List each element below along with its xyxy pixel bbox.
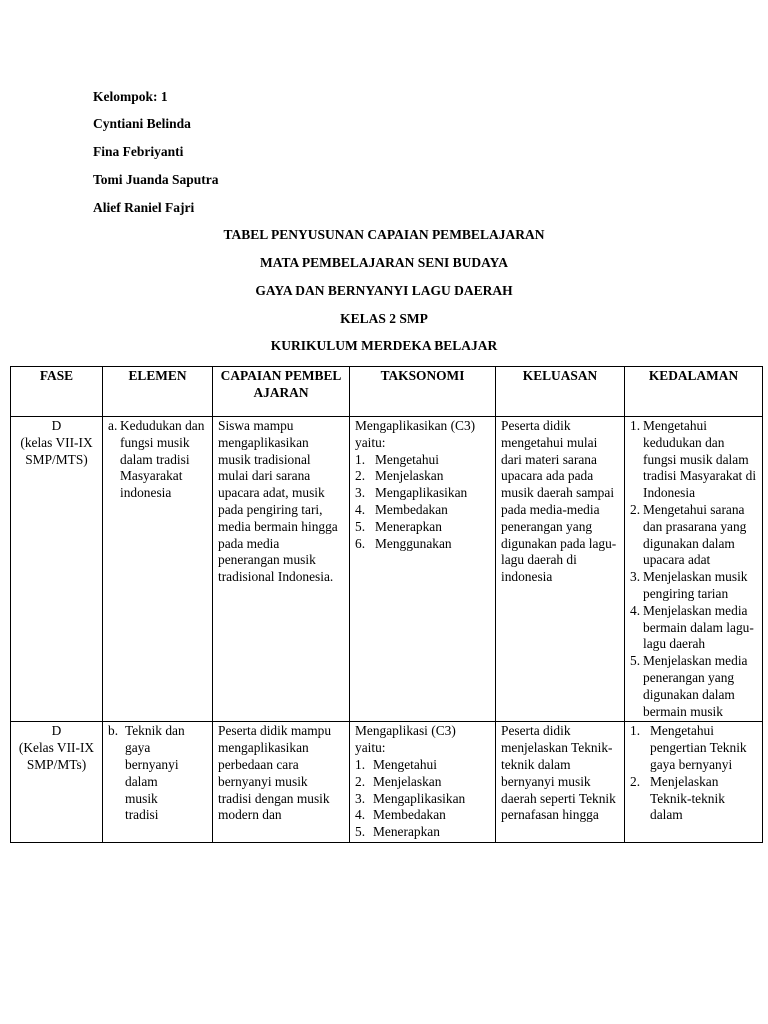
list-item [630,569,757,603]
member-name: Fina Febriyanti [93,144,184,159]
cell-elemen [103,417,213,722]
list-item-text: Menjelaskan [373,773,442,789]
list-item [355,519,490,536]
list-item [355,807,490,824]
list-item [355,485,490,502]
list-item-text: Mengetahui pengertian Teknik gaya bernyanyi [650,723,747,772]
list-item-text: Mengetahui kedudukan dan fungsi musik dalam tradisi Masyarakat di Indonesia [643,418,757,501]
list-item [630,418,757,502]
list-number: 3. [355,790,366,806]
list-item [355,774,490,791]
list-item-text: Menjelaskan [375,468,444,484]
kedalaman-list [630,723,757,824]
list-number: 6. [355,535,366,551]
list-item-text: Membedakan [373,807,446,823]
document-subtitle: GAYA DAN BERNYANYI LAGU DAERAH [255,283,513,298]
list-number: 1. [630,418,641,433]
list-marker: a. [108,418,118,433]
list-item-text: Menjelaskan Teknik-teknik dalam [650,773,725,823]
list-item [355,468,490,485]
list-item [355,536,490,553]
list-number: 5. [630,653,641,669]
list-number: 1. [355,756,366,772]
list-number: 1. [630,723,641,739]
elemen-text: Teknik dan gaya bernyanyi dalam musik tradisi [125,723,185,823]
list-item [630,774,757,824]
list-item-text: Mengetahui [375,451,439,467]
cell-fase: D (kelas VII-IX SMP/MTS) [11,417,103,722]
group-label: Kelompok: 1 [93,89,168,104]
document-subtitle: KELAS 2 SMP [340,311,428,326]
taksonomi-intro: Mengaplikasikan (C3) yaitu: [355,418,476,450]
list-item [630,723,757,773]
header-elemen: ELEMEN [103,367,213,417]
list-item-text: Mengaplikasikan [375,485,468,501]
cell-taksonomi [350,417,496,722]
cell-kedalaman [625,417,763,722]
list-item [630,603,757,653]
list-number: 1. [355,451,366,467]
table-header-row [11,367,763,417]
document-title: TABEL PENYUSUNAN CAPAIAN PEMBELAJARAN [223,227,545,242]
list-item-text: Membedakan [375,501,448,517]
cell-kedalaman [625,722,763,843]
header-fase: FASE [11,367,103,417]
table-row [11,722,763,843]
cell-keluasan: Peserta didik menjelaskan Teknik-teknik dalam bernyanyi musik daerah seperti Teknik pernafasan hingga [496,722,625,843]
list-number: 2. [630,501,641,517]
taksonomi-list [355,757,490,841]
kedalaman-list [630,418,757,720]
list-item-text: Mengetahui sarana dan prasarana yang digunakan dalam upacara adat [643,501,747,568]
document-subtitle: MATA PEMBELAJARAN SENI BUDAYA [260,255,508,270]
list-item [630,502,757,569]
list-item [355,502,490,519]
list-number: 4. [355,501,366,517]
cell-capaian: Peserta didik mampu mengaplikasikan perbedaan cara bernyanyi musik tradisi dengan musik modern dan [213,722,350,843]
header-capaian: CAPAIAN PEMBELAJARAN [213,367,350,417]
cell-capaian: Siswa mampu mengaplikasikan musik tradisional mulai dari sarana upacara adat, musik pada pengiring tari, media bermain hingga pada media penerangan musik tradisional Indonesia. [213,417,350,722]
curriculum-table [10,366,763,843]
header-kedalaman: KEDALAMAN [625,367,763,417]
list-number: 3. [630,569,641,585]
cell-keluasan: Peserta didik mengetahui mulai dari materi sarana upacara ada pada musik daerah sampai pada media-media penerangan yang digunakan pada lagu-lagu daerah di indonesia [496,417,625,722]
list-number: 3. [355,485,366,501]
member-name: Tomi Juanda Saputra [93,172,219,187]
list-number: 2. [630,773,641,789]
list-item [630,653,757,720]
elemen-text: Kedudukan dan fungsi musik dalam tradisi Masyarakat indonesia [120,418,205,501]
list-item-text: Mengaplikasikan [373,790,466,806]
list-item-text: Menjelaskan musik pengiring tarian [643,569,748,601]
list-item-text: Menerapkan [375,518,442,534]
list-number: 4. [630,602,641,618]
list-item-text: Menggunakan [375,535,452,551]
list-item [355,757,490,774]
taksonomi-intro: Mengaplikasi (C3) yaitu: [355,723,456,756]
cell-fase: D (Kelas VII-IX SMP/MTs) [11,722,103,843]
list-item [355,824,490,841]
list-item-text: Menjelaskan media bermain dalam lagu-lagu daerah [643,602,754,652]
cell-elemen [103,722,213,843]
table-row [11,417,763,722]
list-item-text: Menerapkan [373,824,440,840]
list-item [355,791,490,808]
list-number: 5. [355,518,366,534]
taksonomi-list [355,452,490,553]
header-taksonomi: TAKSONOMI [350,367,496,417]
list-item-text: Mengetahui [373,756,437,772]
list-number: 2. [355,468,366,484]
list-number: 2. [355,773,366,789]
list-item [355,452,490,469]
list-number: 5. [355,824,366,840]
list-item-text: Menjelaskan media penerangan yang digunakan dalam bermain musik [643,653,748,719]
header-keluasan: KELUASAN [496,367,625,417]
list-marker: b. [108,723,119,739]
document-subtitle: KURIKULUM MERDEKA BELAJAR [270,338,498,353]
list-number: 4. [355,807,366,823]
member-name: Cyntiani Belinda [93,116,191,131]
member-name: Alief Raniel Fajri [93,200,195,215]
cell-taksonomi [350,722,496,843]
